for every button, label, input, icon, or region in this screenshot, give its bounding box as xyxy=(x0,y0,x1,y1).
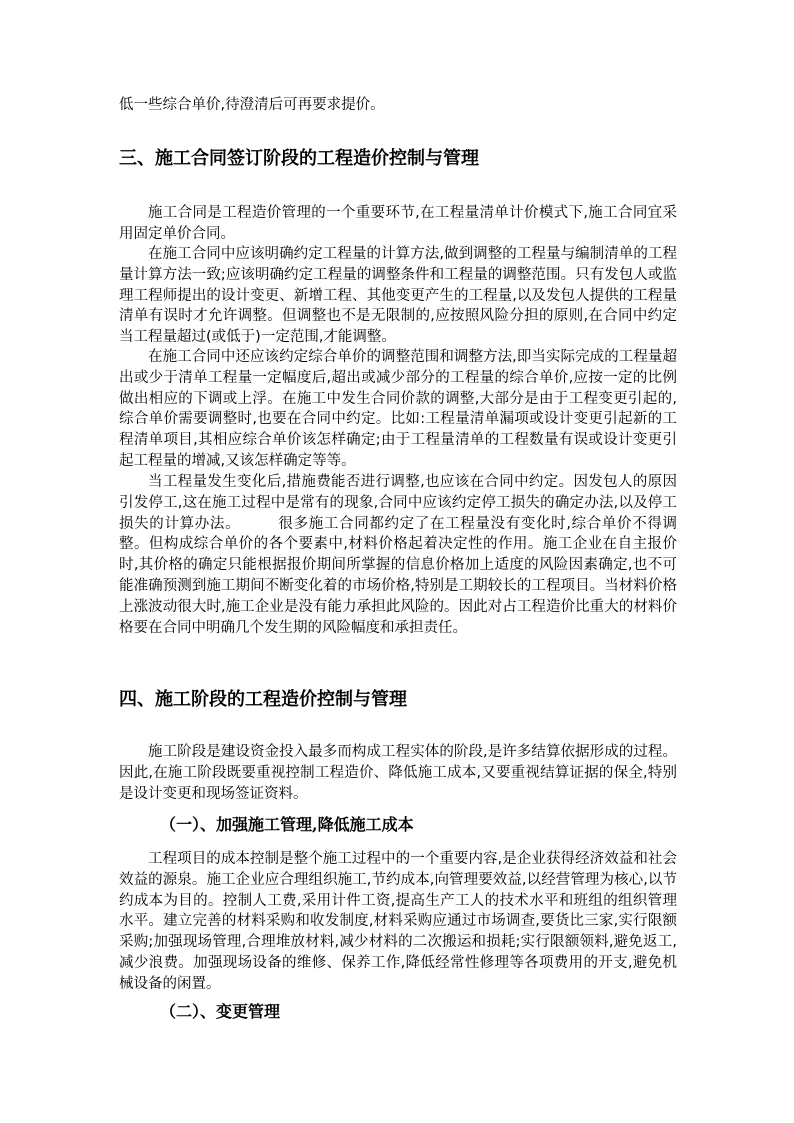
section-3-paragraph-3: 在施工合同中还应该约定综合单价的调整范围和调整方法,即当实际完成的工程量超出或少于清单工程量一定幅度后,超出或减少部分的工程量的综合单价,应按一定的比例做出相应的下调或上浮。在施工中发生合同价款的调整,大部分是由于工程变更引起的,综合单价需要调整时,也要在合同中约定。比如:工程量清单漏项或设计变更引起新的工程清单项目,其相应综合单价该怎样确定;由于工程量清单的工程数量有误或设计变更引起工程量的增减,又该怎样确定等等。 xyxy=(119,349,677,469)
subsection-1-paragraph: 工程项目的成本控制是整个施工过程中的一个重要内容,是企业获得经济效益和社会效益的源泉。施工企业应合理组织施工,节约成本,向管理要效益,以经营管理为核心,以节约成本为目的。控制人工费,采用计件工资,提高生产工人的技术水平和班组的组织管理水平。建立完善的材料采购和收发制度,材料采购应通过市场调查,要货比三家,实行限额采购;加强现场管理,合理堆放材料,减少材料的二次搬运和损耗;实行限额领料,避免返工,减少浪费。加强现场设备的维修、保养工作,降低经常性修理等各项费用的开支,避免机械设备的闲置。 xyxy=(119,851,677,992)
section-4-heading: 四、施工阶段的工程造价控制与管理 xyxy=(119,689,407,710)
subsection-1-heading: （一）、加强施工管理,降低施工成本 xyxy=(160,815,414,834)
section-4-paragraph-1: 施工阶段是建设资金投入最多而构成工程实体的阶段,是许多结算依据形成的过程。因此,在施工阶段既要重视控制工程造价、降低施工成本,又要重视结算证据的保全,特别是设计变更和现场签证资料。 xyxy=(119,744,677,802)
section-3-paragraph-1: 施工合同是工程造价管理的一个重要环节,在工程量清单计价模式下,施工合同宜采用固定单价合同。 xyxy=(119,205,677,242)
section-3-paragraph-4: 当工程量发生变化后,措施费能否进行调整,也应该在合同中约定。因发包人的原因引发停工,这在施工过程中是常有的现象,合同中应该约定停工损失的确定办法,以及停工损失的计算办法。 很多施工合同都约定了在工程量没有变化时,综合单价不得调整。但构成综合单价的各个要素中,材料价格起着决定性的作用。施工企业在自主报价时,其价格的确定只能根据报价期间所掌握的信息价格加上适度的风险因素确定,也不可能准确预测到施工期间不断变化着的市场价格,特别是工期较长的工程项目。当材料价格上涨波动很大时,施工企业是没有能力承担此风险的。因此对占工程造价比重大的材料价格要在合同中明确几个发生期的风险幅度和承担责任。 xyxy=(119,474,677,636)
intro-paragraph: 低一些综合单价,待澄清后可再要求提价。 xyxy=(119,97,385,113)
section-3-paragraph-2: 在施工合同中应该明确约定工程量的计算方法,做到调整的工程量与编制清单的工程量计算方法一致;应该明确约定工程量的调整条件和工程量的调整范围。只有发包人或监理工程师提出的设计变更、新增工程、其他变更产生的工程量,以及发包人提供的工程量清单有误时才允许调整。但调整也不是无限制的,应按照风险分担的原则,在合同中约定当工程量超过(或低于)一定范围,才能调整。 xyxy=(119,246,677,346)
subsection-2-heading: （二）、变更管理 xyxy=(160,1002,281,1021)
section-3-heading: 三、施工合同签订阶段的工程造价控制与管理 xyxy=(119,148,479,169)
